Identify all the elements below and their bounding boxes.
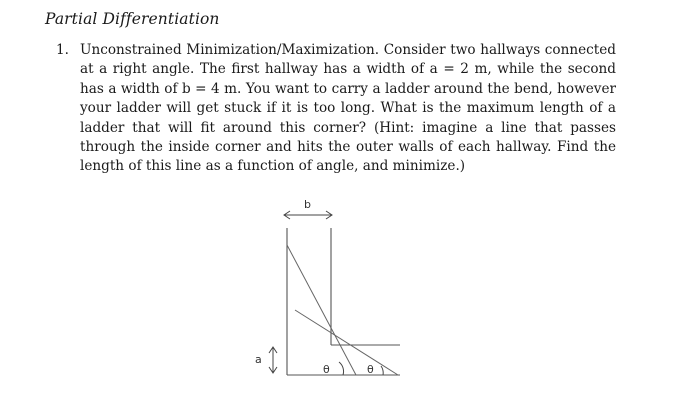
section-heading: Partial Differentiation xyxy=(45,10,220,28)
theta-label-2: θ xyxy=(367,363,374,376)
ladder-line-2 xyxy=(295,310,398,375)
problem-text: Unconstrained Minimization/Maximization. Consider two hallways connected at a right angle. The first hallway has a width of a = 2 m, while the second has a width of b = 4 m. You want to carry a ladder around the bend, however your ladder will get stuck if it is too long. What is the maximum length of a ladder that will fit around this corner? (Hint: imagine a line that passes through the inside corner and hits the outer walls of each hallway. Find the length of this line as a function of angle, and minimize.) xyxy=(80,42,616,175)
ladder-line xyxy=(287,245,356,375)
problem-number: 1. xyxy=(56,42,69,58)
problem-1 xyxy=(56,41,616,177)
a-label: a xyxy=(255,353,262,366)
hallway-sketch xyxy=(240,188,420,388)
angle-arc-1 xyxy=(339,362,344,375)
angle-arc-2 xyxy=(381,366,383,375)
b-label: b xyxy=(304,198,311,211)
theta-label-1: θ xyxy=(323,363,330,376)
hallway-diagram xyxy=(240,188,420,388)
